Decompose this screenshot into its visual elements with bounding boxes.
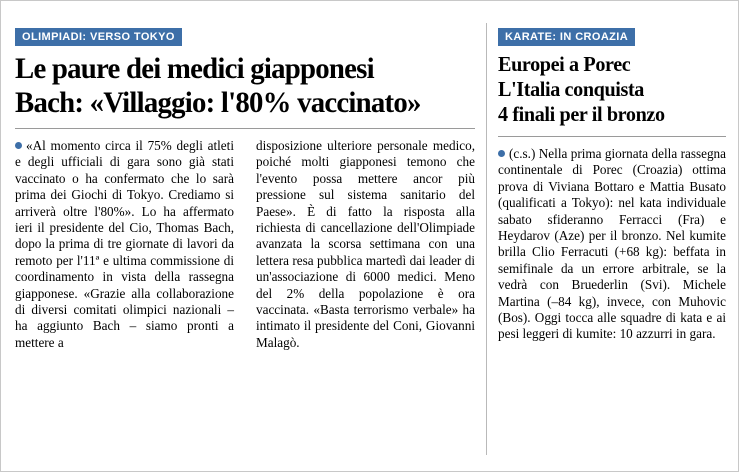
right-headline-line-3: 4 finali per il bronzo [498, 102, 665, 126]
left-column-2-paragraph: disposizione ulteriore personale medico, poiché molti giapponesi temono che l'evento possa mettere ancor più pressione sul sistema sanitario del Paese». È di fatto la risposta alla richiesta di cancellazione dell'Olimpiade avanzata la scorsa settimana con una lettera resa pubblica martedì dai leader di un'associazione di 6000 medici. Meno del 2% della popolazione è ora vaccinata. «Basta terrorismo verbale» ha intimato il presidente del Coni, Giovanni Malagò. [256, 138, 475, 350]
left-headline-line-1: Le paure dei medici giapponesi [15, 52, 374, 85]
right-kicker-wrap [498, 27, 726, 46]
right-headline-rule [498, 136, 726, 137]
bullet-icon [498, 150, 505, 157]
right-headline-line-1: Europei a Porec [498, 52, 631, 76]
left-headline-line-2: Bach: «Villaggio: l'80% vaccinato» [15, 86, 421, 119]
left-body-column-1 [15, 138, 234, 351]
article-karate [498, 27, 726, 459]
right-column-text: (c.s.) Nella prima giornata della rassegna continentale di Porec (Croazia) ottima prova di Viviana Bottaro e Mattia Busato (qualificati a Tokyo): nel kata individuale sabato sfideranno Ferracci (Fra) e Heydarov (Aze) per il bronzo. Nel kumite brilla Clio Ferracuti (+68 kg): beffata in semifinale da un errore arbitrale, se la vedrà con Bruederlin (Svi). Michele Martina (–84 kg), invece, con Muhovic (Bos). Oggi tocca alle squadre di kata e ai pesi leggeri di kumite: 10 azzurri in gara. [498, 146, 726, 342]
left-body-columns [15, 138, 475, 351]
left-column-1-paragraph [15, 138, 234, 351]
right-headline-line-2: L'Italia conquista [498, 77, 645, 101]
left-body-column-2 [256, 138, 475, 351]
left-kicker-label: OLIMPIADI: VERSO TOKYO [15, 28, 182, 46]
article-olimpiadi [15, 27, 475, 459]
right-kicker-label: KARATE: IN CROAZIA [498, 28, 635, 46]
left-kicker-wrap [15, 27, 475, 46]
right-body-column [498, 146, 726, 343]
right-column-paragraph [498, 146, 726, 343]
left-column-1-text: «Al momento circa il 75% degli atleti e degli ufficiali di gara sono già stati vaccinato o ha confermato che lo sarà prima dei Giochi di Tokyo. Crediamo si arriverà oltre l'80%». Lo ha affermato ieri il presidente del Cio, Thomas Bach, dopo la prima di tre giornate di lavori da remoto per l'11ª e ultima commissione di coordinamento in vista della rassegna giapponese. «Grazie alla collaborazione di diversi comitati olimpici nazionali – ha aggiunto Bach – siamo pronti a mettere a [15, 138, 234, 350]
column-divider [486, 23, 487, 455]
left-headline-rule [15, 128, 475, 129]
bullet-icon [15, 142, 22, 149]
